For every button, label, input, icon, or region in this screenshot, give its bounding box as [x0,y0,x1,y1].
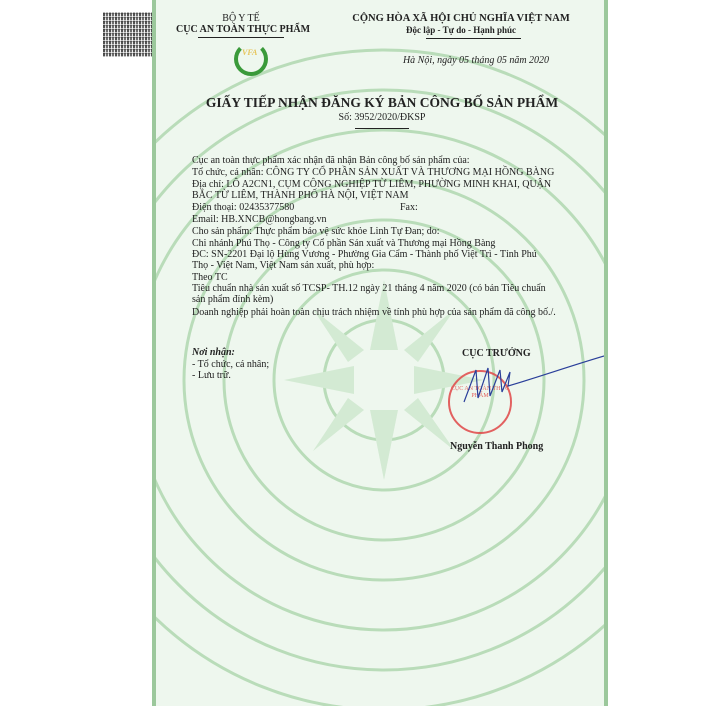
body-line: Doanh nghiệp phải hoàn toàn chịu trách nhiệm về tính phù hợp của sản phẩm đã công bố./. [192,307,556,318]
qr-code [103,12,153,57]
document-number: Số: 3952/2020/ĐKSP [338,112,426,123]
body-line: sản phẩm đính kèm) [192,294,274,305]
certificate-document [152,0,608,706]
fax-label: Fax: [400,202,418,213]
motto: Độc lập - Tự do - Hạnh phúc [405,25,516,35]
document-title: GIẤY TIẾP NHẬN ĐĂNG KÝ BẢN CÔNG BỐ SẢN PHẨM [205,95,559,110]
signer-position: CỤC TRƯỞNG [462,348,531,359]
recipient-item: - Tổ chức, cá nhân; [192,359,270,370]
country-name: CỘNG HÒA XÃ HỘI CHỦ NGHĨA VIỆT NAM [352,13,570,24]
agency-name: CỤC AN TOÀN THỰC PHẨM [176,24,311,35]
issue-date: Hà Nội, ngày 05 tháng 05 năm 2020 [402,55,550,66]
body-line: Theo TC [192,272,228,283]
body-line: ĐC: SN-2201 Đại lộ Hùng Vương - Phường Gia Cẩm - Thành phố Việt Trì - Tỉnh Phú [192,249,537,260]
body-line: Chi nhánh Phú Thọ - Công ty Cổ phần Sản xuất và Thương mại Hồng Bàng [192,238,496,249]
body-line: Cho sản phẩm: Thực phẩm bảo vệ sức khỏe Linh Tự Đan; do: [192,226,440,237]
signature [446,352,608,422]
official-stamp: CỤC AN TOÀN THỰC PHẨM [448,370,512,434]
body-line: BẮC TỪ LIÊM, THÀNH PHỐ HÀ NỘI, VIỆT NAM [192,190,409,201]
recipients-heading: Nơi nhận: [192,347,235,358]
body-line: Cục an toàn thực phẩm xác nhận đã nhận Bản công bố sản phẩm của: [192,155,470,166]
body-line: Địa chỉ: LÔ A2CN1, CỤM CÔNG NGHIỆP TỪ LIÊM, PHƯỜNG MINH KHAI, QUẬN [192,179,552,190]
signer-name: Nguyễn Thanh Phong [450,441,544,452]
vfa-logo: VFA [234,42,268,76]
ministry-name: BỘ Y TẾ [222,13,260,24]
body-line: Thọ - Việt Nam, Việt Nam sản xuất, phù hợp: [192,260,375,271]
body-line: Điện thoại: 02435377580 [192,202,295,213]
body-line: Email: HB.XNCB@hongbang.vn [192,214,327,225]
recipient-item: - Lưu trữ. [192,370,231,381]
body-line: Tiêu chuẩn nhà sản xuất số TCSP- TH.12 ngày 21 tháng 4 năm 2020 (có bản Tiêu chuẩn [192,283,546,294]
body-line: Tổ chức, cá nhân: CÔNG TY CỔ PHẦN SẢN XUẤT VÀ THƯƠNG MẠI HỒNG BÀNG [192,167,555,178]
